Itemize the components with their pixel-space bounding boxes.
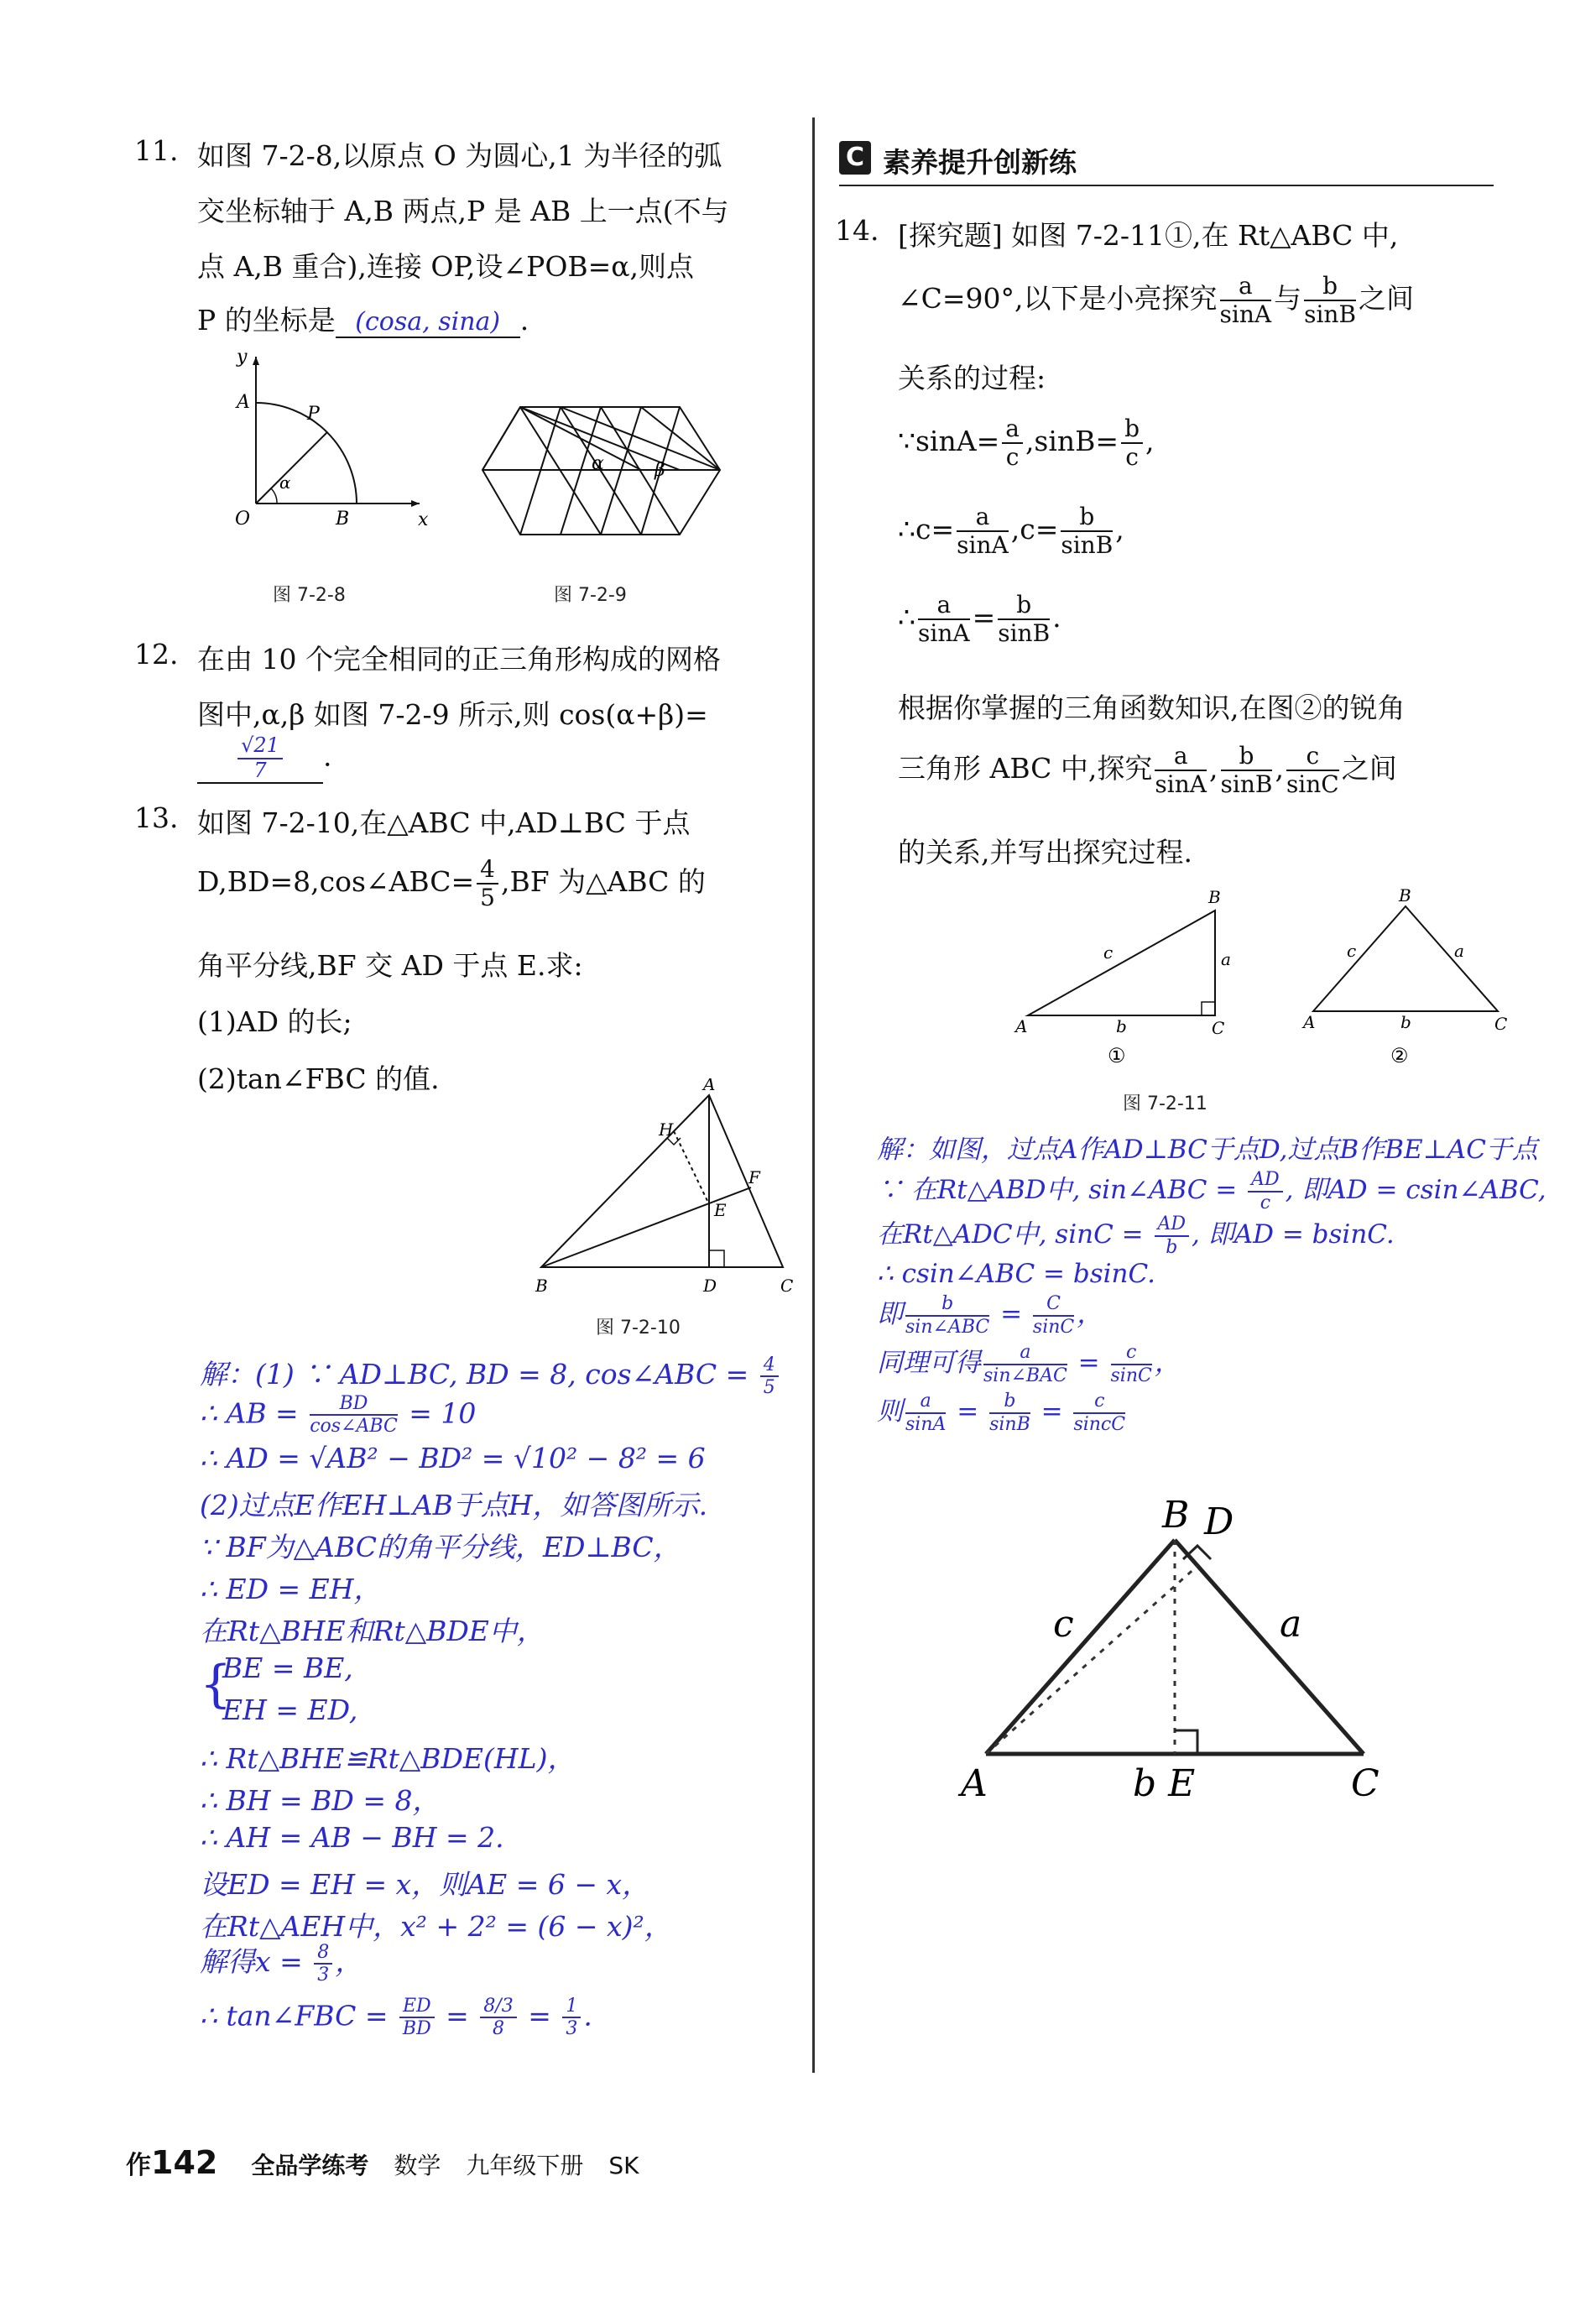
fig2-mark: ② [1390,1044,1409,1067]
q13-number: 13. [134,801,179,834]
fig1-label-C: C [1212,1018,1225,1038]
sol13-line-14: 在Rt△AEH中，x² + 2² = (6 − x)²， [200,1910,672,1943]
sol14-line-3: 在Rt△ADC中, sinC = $\frac{AD}{b}$ , 即AD = bsinC. [877,1213,1395,1258]
sol14-line-5: 即 $\frac{b}{\text{sin∠ABC}}$ = $\frac{C}{\sin C}$ ， [877,1293,1103,1338]
caption-7-2-10: 图 7-2-10 [596,1318,681,1339]
fig1-label-c: c [1103,942,1114,963]
q13-line-1: 如图 7-2-10,在△ABC 中,AD⊥BC 于点 [197,806,691,839]
caption-7-2-9: 图 7-2-9 [554,585,627,606]
sol13-line-12: ∴ AH = AB − BH = 2. [200,1821,504,1854]
ans-label-A: A [961,1762,988,1805]
sol13-line-7: 在Rt△BHE和Rt△BDE中， [200,1615,545,1647]
fig2-label-c: c [1347,941,1357,961]
ans-label-c: c [1053,1603,1074,1646]
q11-line-3: 点 A,B 重合),连接 OP,设∠POB=α,则点 [197,250,695,283]
q12-line-2: 图中,α,β 如图 7-2-9 所示,则 cos(α+β)= [197,698,708,731]
q11-line-1: 如图 7-2-8,以原点 O 为圆心,1 为半径的弧 [197,139,722,172]
q13-part-2: (2)tan∠FBC 的值. [197,1062,440,1095]
sol13-line-16: ∴ tan∠FBC = $\frac{ED}{BD}$ = $\frac{8/3}{8}$ = $\frac{1}{3}$ . [200,1996,592,2040]
sol14-line-4: ∴ csin∠ABC = bsinC. [877,1259,1155,1289]
fig2-label-C: C [1494,1014,1508,1034]
footer-prefix: 作 [126,2151,151,2180]
subject: 数学 [394,2152,441,2179]
label-D-10: D [703,1276,717,1296]
fig1-label-b: b [1116,1016,1127,1036]
q13-part-1: (1)AD 的长; [197,1005,352,1038]
label-beta-9: β [655,460,665,481]
q14-para-1: 根据你掌握的三角函数知识,在图②的锐角 [898,691,1406,724]
q11-line-4: P 的坐标是 (cosa, sina) . [197,304,529,337]
q13-line-2: D,BD=8,cos∠ABC= $\frac{4}{5}$ ,BF 为△ABC 的 [197,855,706,912]
figure-7-2-11-2 [1296,881,1523,1074]
q12-line-1: 在由 10 个完全相同的正三角形构成的网格 [197,643,721,676]
label-C-10: C [780,1276,794,1296]
sol13-line-6: ∴ ED = EH， [200,1573,382,1605]
sol13-line-9: EH = ED, [222,1693,358,1726]
label-B: B [336,509,350,530]
label-E-10: E [714,1200,727,1220]
q11-line-2: 交坐标轴于 A,B 两点,P 是 AB 上一点(不与 [197,195,729,227]
ans-label-C: C [1351,1762,1380,1805]
sol14-line-2: ∵ 在Rt△ABD中, sin∠ABC = $\frac{AD}{c}$ , 即AD = csin∠ABC, [877,1169,1546,1213]
label-alpha: α [279,472,291,493]
q14-para-2: 三角形 ABC 中,探究 $\frac{a}{\sin A}$ , $\frac{b}{\sin B}$ , $\frac{c}{\sin C}$ 之间 [898,742,1397,799]
brace: { [200,1655,232,1714]
ans-label-B: B [1162,1494,1190,1537]
q14-line-1: [探究题] 如图 7-2-11①,在 Rt△ABC 中, [898,219,1399,252]
ans-label-D: D [1204,1500,1234,1543]
q11-number: 11. [134,134,179,167]
section-badge: C [839,141,871,175]
label-x: x [418,509,428,530]
q14-line-2: ∠C=90°,以下是小亮探究 $\frac{a}{\sin A}$ 与 $\frac{b}{\sin B}$ 之间 [898,272,1415,329]
label-F-10: F [748,1167,760,1187]
sol13-line-8: BE = BE, [222,1652,353,1684]
label-B-10: B [535,1276,548,1296]
q14-para-3: 的关系,并写出探究过程. [898,836,1192,869]
label-y: y [237,347,248,368]
q12-answer: $\frac{√21}{7}$ [237,734,283,782]
q11-answer: (cosa, sina) [336,307,520,338]
sol13-line-2: ∴ AB = $\frac{BD}{\text{cos∠ABC}}$ = 10 [200,1393,477,1438]
ans-label-a: a [1280,1603,1302,1646]
fig1-mark: ① [1108,1044,1126,1067]
caption-7-2-11: 图 7-2-11 [1123,1093,1207,1114]
label-alpha-9: α [592,453,604,474]
answer-figure-14 [952,1485,1422,1821]
q13-line-3: 角平分线,BF 交 AD 于点 E.求: [197,949,583,982]
fig1-label-A: A [1015,1016,1028,1036]
label-O: O [235,509,251,530]
sol14-line-6: 同理可得 $\frac{a}{\text{sin∠BAC}}$ = $\frac{c}{\sin C}$ ， [877,1342,1181,1386]
fig2-label-A: A [1303,1012,1316,1032]
figure-7-2-9 [478,399,730,550]
figure-7-2-10 [520,1078,806,1297]
edition: SK [608,2152,639,2179]
sol13-line-3: ∴ AD = √AB² − BD² = √10² − 8² = 6 [200,1442,706,1474]
q14-step-1: ∵sinA= $\frac{a}{c}$ ,sinB= $\frac{b}{c}$ , [898,415,1155,472]
label-A: A [237,392,250,413]
caption-7-2-8: 图 7-2-8 [273,585,346,606]
section-rule [839,185,1494,186]
fig2-label-b: b [1400,1012,1411,1032]
sol13-line-1: 解：(1) ∵ AD⊥BC, BD = 8, cos∠ABC = $\frac{4}{5}$ [200,1353,781,1398]
q14-number: 14. [835,214,879,247]
label-H-10: H [659,1119,674,1140]
label-A-10: A [703,1078,716,1094]
sol14-line-1: 解：如图，过点A作AD⊥BC于点D,过点B作BE⊥AC于点 [877,1135,1538,1165]
q12-line-3: $\frac{√21}{7}$ . [197,734,332,784]
sol13-line-13: 设ED = EH = x，则AE = 6 − x， [200,1868,650,1901]
sol13-line-10: ∴ Rt△BHE≌Rt△BDE(HL)， [200,1742,576,1775]
q12-number: 12. [134,638,179,671]
grade: 九年级下册 [466,2152,584,2179]
q14-line-3: 关系的过程: [898,362,1046,394]
sol13-line-4: (2)过点E作EH⊥AB于点H，如答图所示. [200,1489,708,1521]
sol13-line-5: ∵ BF为△ABC的角平分线，ED⊥BC， [200,1531,681,1563]
sol14-line-7: 则 $\frac{a}{\sin A}$ = $\frac{b}{\sin B}$ = $\frac{c}{\text{sincC}}$ [877,1391,1126,1435]
q14-step-3: ∴ $\frac{a}{\sin A}$ = $\frac{b}{\sin B}$ . [898,591,1061,648]
book-title: 全品学练考 [251,2152,369,2179]
fig2-label-B: B [1399,885,1411,905]
figure-7-2-8 [210,344,428,545]
ans-label-bE: b E [1133,1762,1196,1805]
section-title: 素养提升创新练 [883,146,1077,179]
figure-7-2-11-1 [1007,881,1259,1074]
column-divider [812,117,815,2073]
page-footer [126,2144,639,2181]
q14-step-2: ∴c= $\frac{a}{\sin A}$ ,c= $\frac{b}{\sin B}$ , [898,503,1124,560]
page-number: 142 [151,2144,218,2181]
label-P: P [307,404,320,425]
fig1-label-a: a [1221,949,1231,969]
fig1-label-B: B [1208,887,1221,907]
fig2-label-a: a [1454,941,1464,961]
sol13-line-11: ∴ BH = BD = 8， [200,1784,441,1817]
sol13-line-15: 解得x = $\frac{8}{3}$ ， [200,1941,363,1986]
